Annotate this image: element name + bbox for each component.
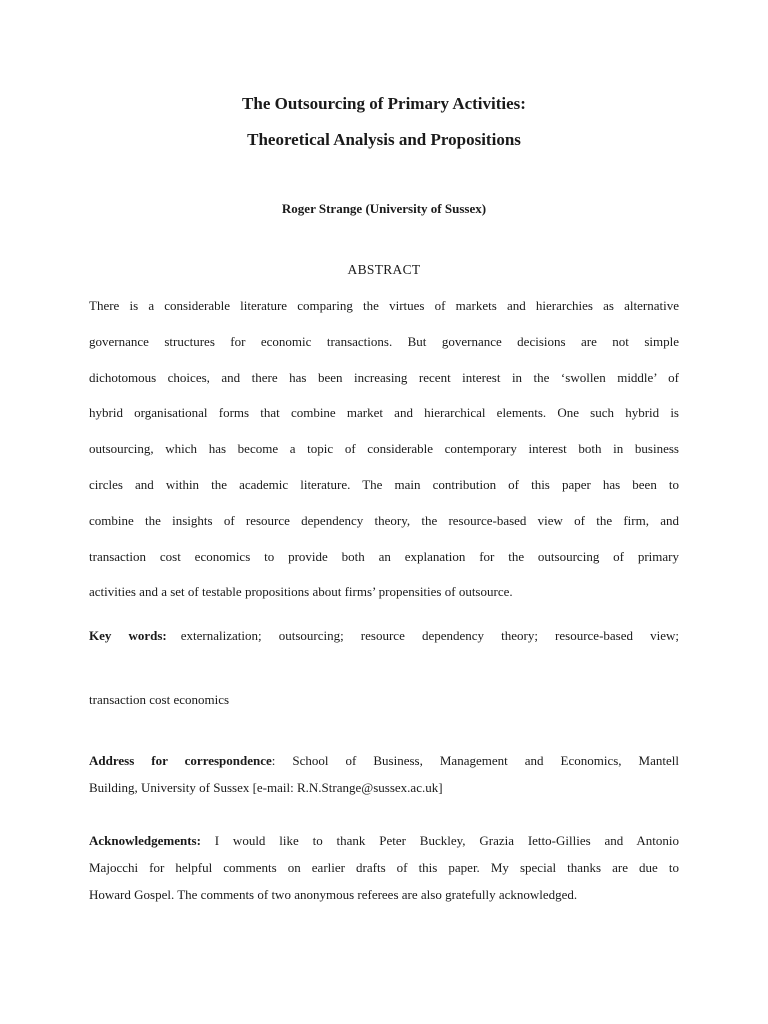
abstract-line: hybrid organisational forms that combine market and hierarchical elements. One such hybrid is xyxy=(89,405,679,420)
paper-title-line-2: Theoretical Analysis and Propositions xyxy=(247,130,521,149)
correspondence-text-2: Building, University of Sussex [e-mail: R.N.Strange@sussex.ac.uk] xyxy=(89,780,443,795)
abstract-line: outsourcing, which has become a topic of considerable contemporary interest both in business xyxy=(89,441,679,456)
correspondence-text-1: : School of Business, Management and Economics, Mantell xyxy=(271,753,679,768)
acknowledgements-text-2: Majocchi for helpful comments on earlier drafts of this paper. My special thanks are due to xyxy=(89,860,679,875)
acknowledgements-label: Acknowledgements: xyxy=(89,833,201,848)
abstract-line: circles and within the academic literature. The main contribution of this paper has been to xyxy=(89,477,679,492)
paper-author: Roger Strange (University of Sussex) xyxy=(281,201,487,216)
correspondence-line-1 xyxy=(89,752,679,769)
acknowledgements-text-3: Howard Gospel. The comments of two anonymous referees are also gratefully acknowledged. xyxy=(89,887,578,902)
abstract-line: combine the insights of resource dependency theory, the resource-based view of the firm, and xyxy=(89,513,679,528)
keywords-label: Key words: xyxy=(89,628,167,643)
keywords-text-2: transaction cost economics xyxy=(89,692,230,707)
acknowledgements-line-1 xyxy=(89,832,679,849)
abstract-line: activities and a set of testable propositions about firms’ propensities of outsource. xyxy=(89,584,513,599)
correspondence-label: Address for correspondence xyxy=(89,753,272,768)
abstract-line: transaction cost economics to provide both an explanation for the outsourcing of primary xyxy=(89,549,679,564)
abstract-line: dichotomous choices, and there has been increasing recent interest in the ‘swollen middle’ of xyxy=(89,370,679,385)
keywords-line-1 xyxy=(89,627,679,644)
abstract-line: governance structures for economic transactions. But governance decisions are not simple xyxy=(89,334,679,349)
acknowledgements-text-1: I would like to thank Peter Buckley, Grazia Ietto-Gillies and Antonio xyxy=(200,833,679,848)
paper-title-line-1: The Outsourcing of Primary Activities: xyxy=(242,94,526,113)
keywords-text-1: externalization; outsourcing; resource dependency theory; resource-based view; xyxy=(180,628,679,643)
abstract-heading: ABSTRACT xyxy=(347,262,421,277)
abstract-line: There is a considerable literature comparing the virtues of markets and hierarchies as alternative xyxy=(89,298,679,313)
